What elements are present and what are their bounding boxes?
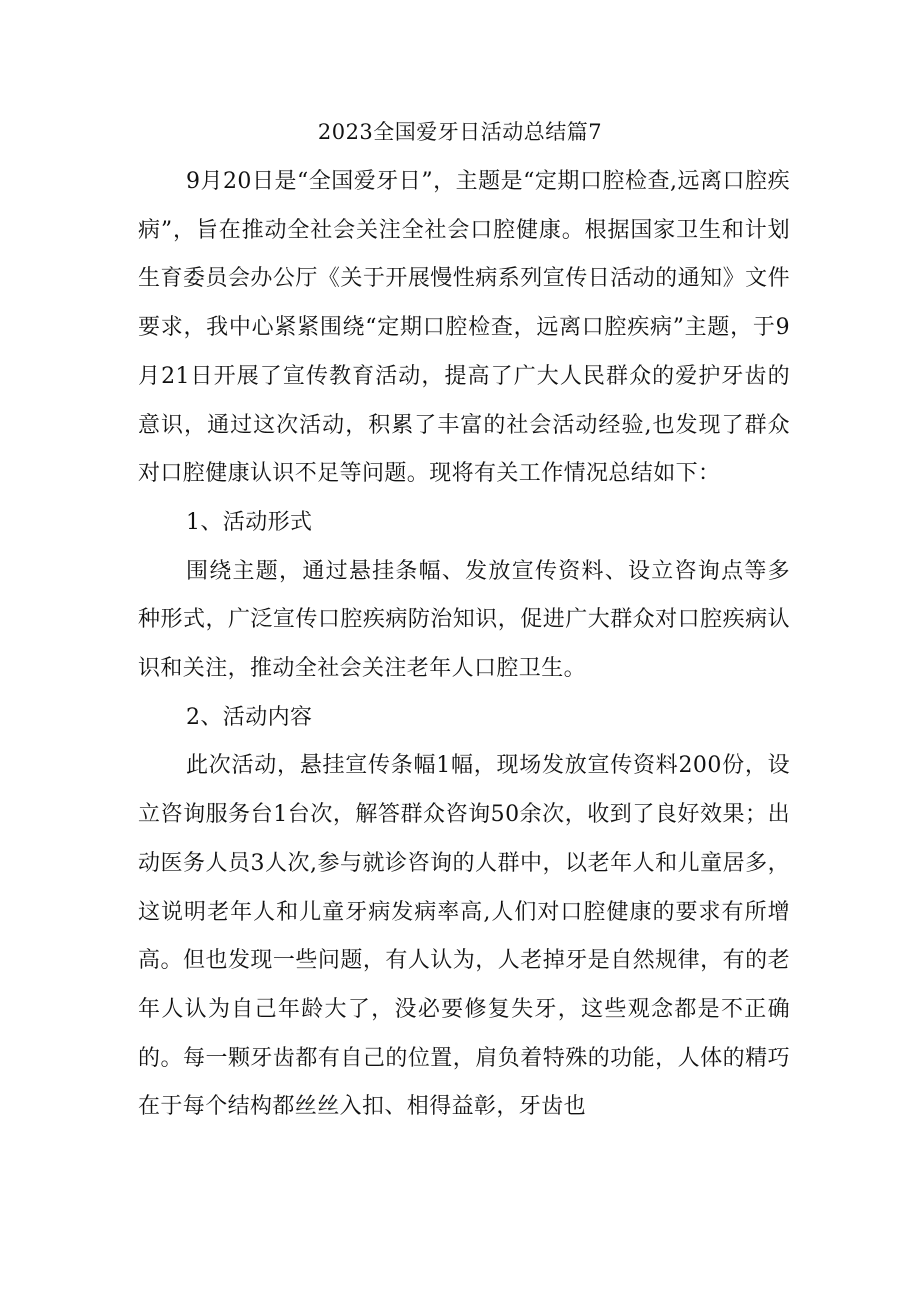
intro-paragraph: 9月20日是“全国爱牙日”，主题是“定期口腔检查,远离口腔疾病”，旨在推动全社会关注全社会口腔健康。根据国家卫生和计划生育委员会办公厅《关于开展慢性病系列宣传日活动的通知》文件要求，我中心紧紧围绕“定期口腔检查，远离口腔疾病”主题，于9月21日开展了宣传教育活动，提高了广大人民群众的爱护牙齿的意识，通过这次活动，积累了丰富的社会活动经验,也发现了群众对口腔健康认识不足等问题。现将有关工作情况总结如下： [138,169,790,487]
section-heading-activity-content: 2、活动内容 [186,704,313,730]
activity-content-paragraph: 此次活动，悬挂宣传条幅1幅，现场发放宣传资料200份，设立咨询服务台1台次，解答群众咨询50余次，收到了良好效果；出动医务人员3人次,参与就诊咨询的人群中，以老年人和儿童居多，这说明老年人和儿童牙病发病率高,人们对口腔健康的要求有所增高。但也发现一些问题，有人认为，人老掉牙是自然规律，有的老年人认为自己年龄大了，没必要修复失牙，这些观念都是不正确的。每一颗牙齿都有自己的位置，肩负着特殊的功能，人体的精巧在于每个结构都丝丝入扣、相得益彰，牙齿也 [138,753,790,1120]
document-body [138,158,790,1132]
activity-form-paragraph: 围绕主题，通过悬挂条幅、发放宣传资料、设立咨询点等多种形式，广泛宣传口腔疾病防治知识，促进广大群众对口腔疾病认识和关注，推动全社会关注老年人口腔卫生。 [138,558,790,682]
document-title: 2023全国爱牙日活动总结篇7 [317,120,603,144]
section-heading-activity-form: 1、活动形式 [186,509,313,535]
